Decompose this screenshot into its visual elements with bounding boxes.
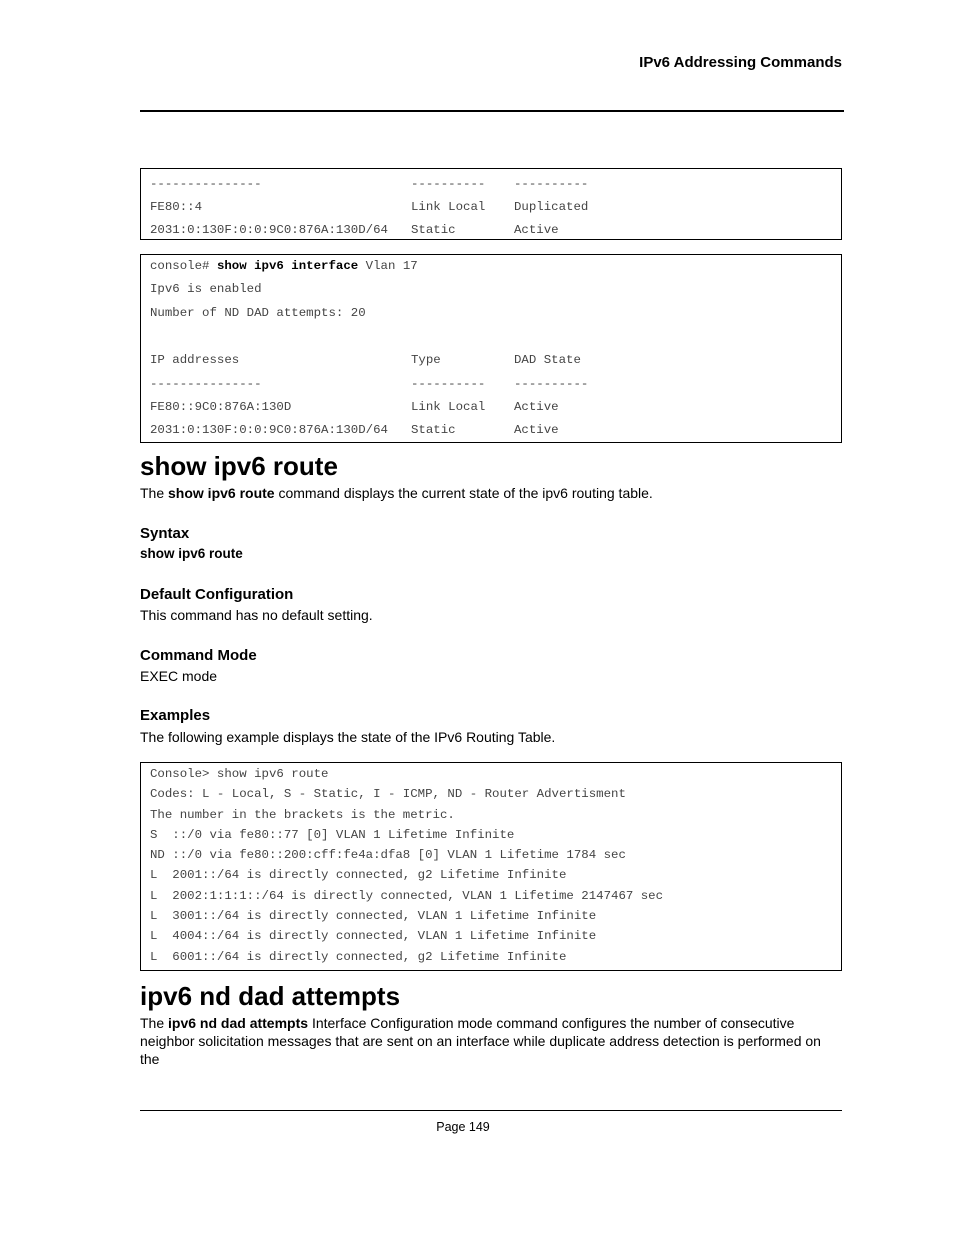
intro-command: show ipv6 route bbox=[168, 485, 275, 501]
intro-suffix: Interface Configuration mode command configures the number of consecutive neighbor solicitation messages that are sent on an interface while duplicate address detection is performed on the bbox=[140, 1015, 821, 1067]
default-configuration-heading: Default Configuration bbox=[140, 586, 294, 603]
page-number: Page 149 bbox=[436, 1120, 490, 1134]
intro-command: ipv6 nd dad attempts bbox=[168, 1015, 309, 1031]
intro-prefix: The bbox=[140, 485, 165, 501]
table-cell: 2031:0:130F:0:0:9C0:876A:130D/64 bbox=[150, 223, 388, 238]
examples-text: The following example displays the state of the IPv6 Routing Table. bbox=[140, 729, 556, 745]
syntax-text: show ipv6 route bbox=[140, 546, 243, 561]
column-header: Type bbox=[411, 353, 441, 368]
running-header-title: IPv6 Addressing Commands bbox=[639, 54, 842, 71]
table-header-row bbox=[150, 349, 634, 372]
table-cell: ---------- bbox=[514, 176, 589, 191]
syntax-heading: Syntax bbox=[140, 525, 190, 542]
code-block-address-table bbox=[140, 168, 842, 240]
section-title-ipv6-nd-dad-attempts: ipv6 nd dad attempts bbox=[140, 981, 401, 1011]
output-line: L 4004::/64 is directly connected, VLAN 1 Lifetime Infinite bbox=[150, 929, 597, 944]
output-line: L 2002:1:1:1::/64 is directly connected, VLAN 1 Lifetime 2147467 sec bbox=[150, 888, 664, 903]
table-cell: Static bbox=[411, 223, 456, 238]
table-cell: ---------- bbox=[411, 176, 486, 191]
output-line: L 3001::/64 is directly connected, VLAN 1 Lifetime Infinite bbox=[150, 909, 597, 924]
intro-suffix: command displays the current state of the ipv6 routing table. bbox=[278, 485, 653, 501]
output-line: Number of ND DAD attempts: 20 bbox=[150, 305, 366, 320]
address-table bbox=[150, 172, 634, 242]
command-line bbox=[141, 255, 841, 278]
code-block-route-output bbox=[140, 762, 842, 971]
footer-divider bbox=[140, 1110, 842, 1111]
table-cell: Static bbox=[411, 423, 456, 438]
table-cell: --------------- bbox=[150, 176, 262, 191]
output-line: S ::/0 via fe80::77 [0] VLAN 1 Lifetime Infinite bbox=[150, 827, 515, 842]
output-line: ND ::/0 via fe80::200:cff:fe4a:dfa8 [0] VLAN 1 Lifetime 1784 sec bbox=[150, 848, 626, 863]
table-cell: ---------- bbox=[411, 376, 486, 391]
table-cell: Active bbox=[514, 223, 559, 238]
cli-argument: Vlan 17 bbox=[365, 259, 418, 273]
intro-prefix: The bbox=[140, 1015, 165, 1031]
table-cell: Link Local bbox=[411, 400, 486, 415]
default-configuration-text: This command has no default setting. bbox=[140, 607, 373, 623]
header-divider bbox=[140, 110, 844, 112]
code-block-show-interface bbox=[140, 254, 842, 443]
table-row bbox=[150, 219, 634, 242]
output-line: L 2001::/64 is directly connected, g2 Lifetime Infinite bbox=[150, 868, 567, 883]
cli-command: show ipv6 interface bbox=[216, 259, 359, 273]
table-row bbox=[150, 195, 634, 218]
output-line: Console> show ipv6 route bbox=[150, 767, 329, 781]
table-cell: Link Local bbox=[411, 200, 486, 215]
section-intro-paragraph bbox=[140, 484, 844, 502]
command-mode-text: EXEC mode bbox=[140, 668, 218, 684]
table-cell: FE80::4 bbox=[150, 200, 203, 215]
table-cell: 2031:0:130F:0:0:9C0:876A:130D/64 bbox=[150, 423, 388, 438]
table-cell: Active bbox=[514, 400, 559, 415]
blank-line bbox=[141, 325, 841, 348]
section-intro-paragraph bbox=[140, 1014, 844, 1068]
column-header: IP addresses bbox=[150, 353, 240, 368]
table-row bbox=[150, 395, 634, 418]
interface-address-table bbox=[150, 349, 634, 443]
output-line: L 6001::/64 is directly connected, g2 Lifetime Infinite bbox=[150, 949, 567, 964]
column-header: DAD State bbox=[514, 353, 581, 368]
output-line: Codes: L - Local, S - Static, I - ICMP, ND - Router Advertisment bbox=[150, 787, 626, 802]
table-cell: ---------- bbox=[514, 376, 589, 391]
output-line: Ipv6 is enabled bbox=[150, 282, 262, 297]
table-cell: Duplicated bbox=[514, 200, 589, 215]
table-row bbox=[150, 172, 634, 195]
cli-prompt: console# bbox=[150, 259, 210, 273]
table-cell: --------------- bbox=[150, 376, 262, 391]
table-cell: FE80::9C0:876A:130D bbox=[150, 400, 292, 415]
output-line: The number in the brackets is the metric. bbox=[150, 807, 455, 822]
table-row bbox=[150, 419, 634, 442]
command-mode-heading: Command Mode bbox=[140, 647, 257, 664]
table-row bbox=[150, 372, 634, 395]
section-title-show-ipv6-route: show ipv6 route bbox=[140, 451, 338, 481]
table-cell: Active bbox=[514, 423, 559, 438]
examples-heading: Examples bbox=[140, 707, 211, 724]
